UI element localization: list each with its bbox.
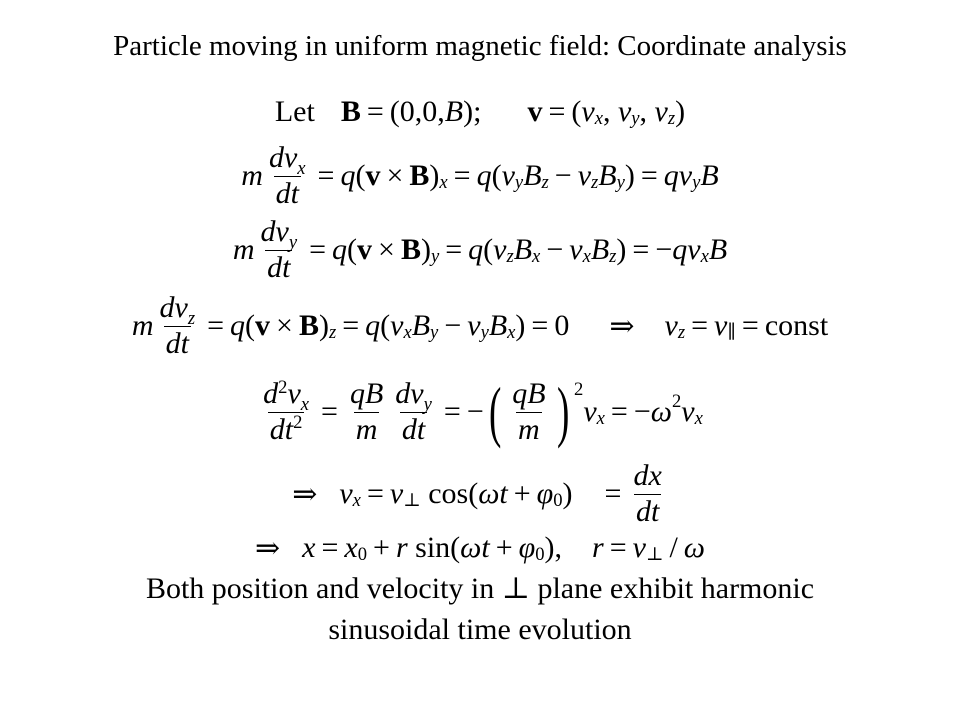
equation-vx-solution: ⇒ v x = v ⊥ cos ( ωt + φ 0 ) = $\frac{dx}{dt}$ bbox=[292, 459, 662, 528]
const-label: const bbox=[764, 309, 829, 342]
equation-vy: m $\frac{dv_y}{dt}$ = q ( v × B ) y = q ( v z B x − v x B z ) = − qv x B bbox=[232, 215, 728, 284]
conclusion-line-2: sinusoidal time evolution bbox=[328, 613, 632, 646]
equation-vz: m $\frac{dv_z}{dt}$ = q ( v × B ) z = q ( v x B y − v y B x ) = 0 ⇒ v z = v ∥ = const bbox=[131, 291, 829, 360]
equation-let: Let B = (0,0, B ); v = ( v x , v y , v z ) bbox=[274, 95, 686, 130]
implies-arrow-3: ⇒ bbox=[255, 531, 281, 565]
sin-label: sin bbox=[415, 531, 451, 564]
page-title: Particle moving in uniform magnetic field: Coordinate analysis bbox=[113, 30, 847, 62]
implies-arrow-1: ⇒ bbox=[609, 309, 635, 343]
equation-vx: m $\frac{dv_x}{dt}$ = q ( v × B ) x = q ( v y B z − v z B y ) = qv y B bbox=[241, 141, 719, 210]
equation-second-derivative: $\frac{d^2v_x}{dt^2}$ = $\frac{qB}{m}$ $\frac{dv_y}{dt}$ = − ( $\frac{qB}{m}$ ) 2 v x = − ω 2 v x bbox=[263, 374, 703, 450]
let-label: Let bbox=[274, 95, 315, 128]
cos-label: cos bbox=[428, 477, 469, 510]
implies-arrow-2: ⇒ bbox=[292, 477, 318, 511]
conclusion-line-1: Both position and velocity in ⊥ plane exhibit harmonic bbox=[145, 571, 815, 605]
equation-position-solution: ⇒ x = x 0 + r sin ( ωt + φ 0 ), r = v ⊥ / ω bbox=[255, 531, 705, 566]
